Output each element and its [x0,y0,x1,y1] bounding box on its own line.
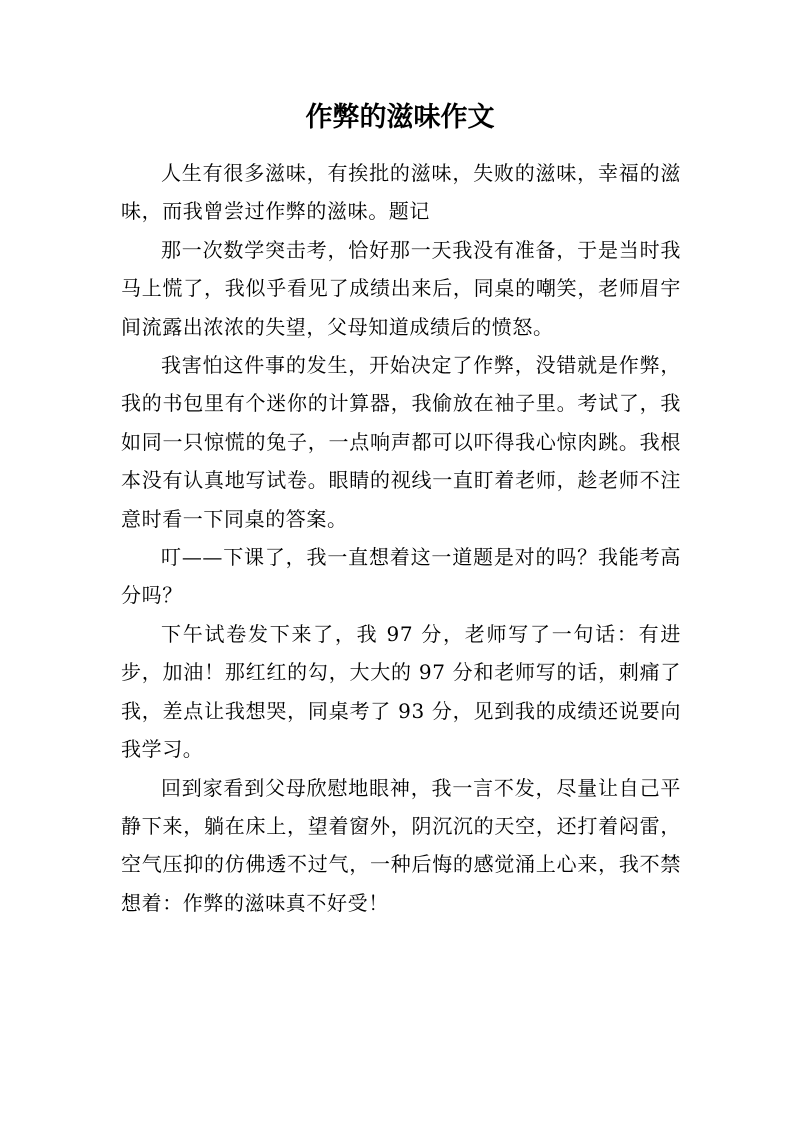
paragraph: 那一次数学突击考，恰好那一天我没有准备，于是当时我马上慌了，我似乎看见了成绩出来后，同桌的嘲笑，老师眉宇间流露出浓浓的失望，父母知道成绩后的愤怒。 [121,237,681,339]
document-body [121,154,681,922]
paragraph: 回到家看到父母欣慰地眼神，我一言不发，尽量让自己平静下来，躺在床上，望着窗外，阴沉沉的天空，还打着闷雷，空气压抑的仿佛透不过气，一种后悔的感觉涌上心来，我不禁想着：作弊的滋味真不好受！ [121,775,681,915]
paragraph: 叮——下课了，我一直想着这一道题是对的吗？我能考高分吗？ [121,545,681,608]
paragraph: 下午试卷发下来了，我 97 分，老师写了一句话：有进步，加油！那红红的勾，大大的 97 分和老师写的话，刺痛了我，差点让我想哭，同桌考了 93 分，见到我的成绩还说要向我学习。 [121,621,681,762]
paragraph: 我害怕这件事的发生，开始决定了作弊，没错就是作弊，我的书包里有个迷你的计算器，我偷放在袖子里。考试了，我如同一只惊慌的兔子，一点响声都可以吓得我心惊肉跳。我根本没有认真地写试卷。眼睛的视线一直盯着老师，趁老师不注意时看一下同桌的答案。 [121,353,681,531]
document-title: 作弊的滋味作文 [305,102,495,133]
paragraph: 人生有很多滋味，有挨批的滋味，失败的滋味，幸福的滋味，而我曾尝过作弊的滋味。题记 [121,161,681,224]
